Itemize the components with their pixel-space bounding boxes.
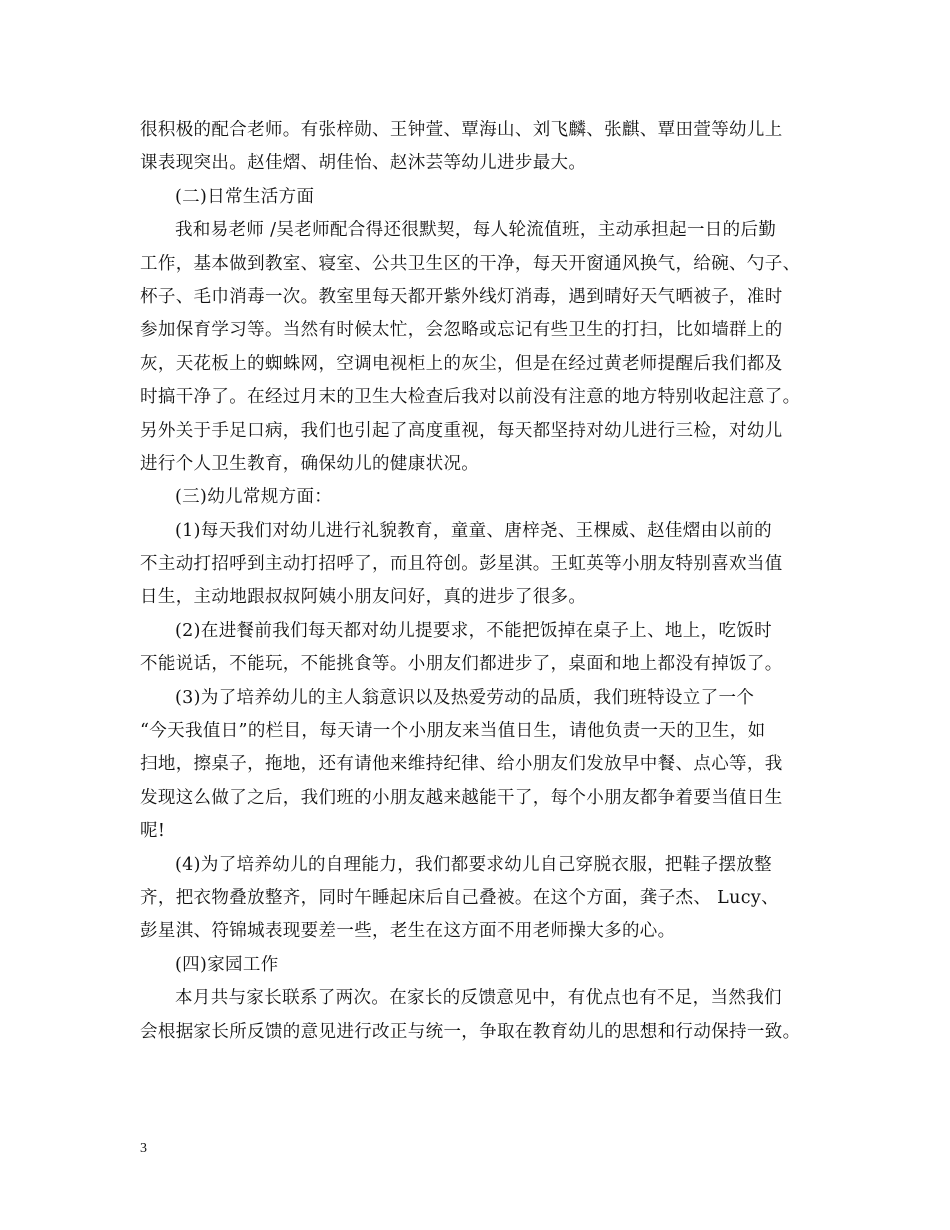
text-line: 工作，基本做到教室、寝室、公共卫生区的干净，每天开窗通风换气，给碗、勺子、 [140,253,801,274]
text-line: 发现这么做了之后，我们班的小朋友越来越能干了，每个小朋友都争着要当值日生 [140,787,783,808]
text-line: 日生，主动地跟叔叔阿姨小朋友问好，真的进步了很多。 [140,587,587,608]
text-line: 时搞干净了。在经过月末的卫生大检查后我对以前没有注意的地方特别收起注意了。 [140,387,801,408]
text-line: 参加保育学习等。当然有时候太忙，会忽略或忘记有些卫生的打扫，比如墙群上的 [140,320,783,341]
text-line: 灰，天花板上的蜘蛛网，空调电视柜上的灰尘，但是在经过黄老师提醒后我们都及 [140,353,783,374]
text-line: (4)为了培养幼儿的自理能力，我们都要求幼儿自己穿脱衣服，把鞋子摆放整 [175,854,773,875]
text-line: 很积极的配合老师。有张梓勋、王钟萱、覃海山、刘飞麟、张麒、覃田萱等幼儿上 [140,120,783,140]
text-line: 不主动打招呼到主动打招呼了，而且符创。彭星淇。王虹英等小朋友特别喜欢当值 [140,554,783,575]
text-line: (三)幼儿常规方面： [175,487,333,508]
text-line: (3)为了培养幼儿的主人翁意识以及热爱劳动的品质，我们班特设立了一个 [175,687,755,708]
text-line: 杯子、毛巾消毒一次。教室里每天都开紫外线灯消毒，遇到晴好天气晒被子，准时 [140,286,783,307]
text-line: (四)家园工作 [175,954,279,975]
text-line: 扫地，擦桌子，拖地，还有请他来维持纪律、给小朋友们发放早中餐、点心等，我 [140,754,783,775]
page-number: 3 [140,1141,147,1156]
text-line: (二)日常生活方面 [175,186,315,207]
text-line: 呢! [140,821,166,842]
text-line: 我和易老师 /吴老师配合得还很默契，每人轮流值班，主动承担起一日的后勤 [175,220,777,241]
text-line: (1)每天我们对幼儿进行礼貌教育，童童、唐梓尧、王棵威、赵佳熠由以前的 [175,520,773,541]
text-line: 进行个人卫生教育，确保幼儿的健康状况。 [140,453,480,474]
text-line: 彭星淇、符锦城表现要差一些，老生在这方面不用老师操大多的心。 [140,921,676,942]
text-line: (2)在进餐前我们每天都对幼儿提要求，不能把饭掉在桌子上、地上，吃饭时 [175,620,773,641]
text-line: 齐，把衣物叠放整齐，同时午睡起床后自己叠被。在这个方面，龚子杰、 Lucy、 [140,887,779,908]
text-line: 另外关于手足口病，我们也引起了高度重视，每天都坚持对幼儿进行三检，对幼儿 [140,420,783,441]
text-line: 不能说话，不能玩，不能挑食等。小朋友们都进步了，桌面和地上都没有掉饭了。 [140,654,783,675]
text-line: 本月共与家长联系了两次。在家长的反馈意见中，有优点也有不足，当然我们 [175,988,782,1009]
document-body [140,114,830,1049]
text-line: “今天我值日”的栏目，每天请一个小朋友来当值日生，请他负责一天的卫生，如 [140,721,766,742]
text-line: 课表现突出。赵佳熠、胡佳怡、赵沐芸等幼儿进步最大。 [140,153,587,174]
text-line: 会根据家长所反馈的意见进行改正与统一，争取在教育幼儿的思想和行动保持一致。 [140,1021,801,1042]
